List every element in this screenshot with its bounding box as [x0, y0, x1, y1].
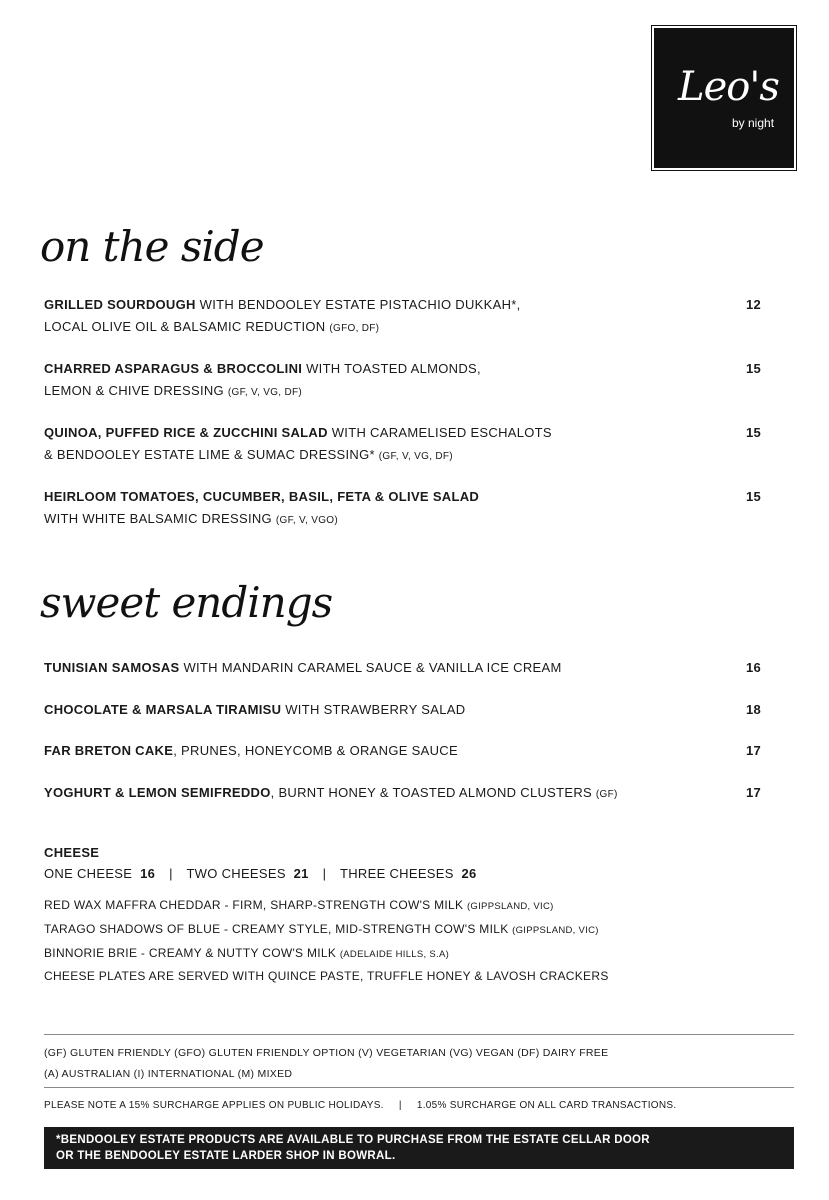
menu-item [44, 358, 796, 404]
cheese-note: CHEESE PLATES ARE SERVED WITH QUINCE PASTE, TRUFFLE HONEY & LAVOSH CRACKERS [44, 969, 609, 983]
section-title-sides: on the side [40, 222, 264, 271]
menu-item [44, 782, 796, 806]
cheese-origin: (GIPPSLAND, VIC) [466, 901, 554, 912]
separator: | [398, 1100, 402, 1111]
separator: | [322, 866, 327, 881]
cheese-option-label: THREE CHEESES [340, 866, 454, 881]
banner-line: *BENDOOLEY ESTATE PRODUCTS ARE AVAILABLE TO PURCHASE FROM THE ESTATE CELLAR DOOR [56, 1134, 650, 1146]
section-title-sweets: sweet endings [40, 578, 333, 627]
item-description: WITH STRAWBERRY SALAD [281, 702, 466, 717]
item-price: 15 [745, 425, 761, 440]
menu-item [44, 486, 796, 532]
dietary-tag: (GF, V, VG, DF) [378, 451, 453, 462]
cheese-option-price: 26 [461, 866, 477, 881]
cheese-origin: (ADELAIDE HILLS, S.A) [339, 949, 450, 960]
item-name: FAR BRETON CAKE [44, 743, 174, 758]
item-name: CHOCOLATE & MARSALA TIRAMISU [44, 702, 282, 717]
surcharge-note [44, 1100, 676, 1111]
cheese-options [44, 866, 477, 881]
item-name: HEIRLOOM TOMATOES, CUCUMBER, BASIL, FETA & OLIVE SALAD [44, 489, 480, 504]
item-description: WITH BENDOOLEY ESTATE PISTACHIO DUKKAH*, [195, 297, 521, 312]
item-price: 15 [745, 489, 761, 504]
card-surcharge: 1.05% SURCHARGE ON ALL CARD TRANSACTIONS. [416, 1100, 677, 1111]
item-price: 17 [745, 743, 761, 758]
item-description: WITH CARAMELISED ESCHALOTS [327, 425, 552, 440]
cheese-varieties [44, 894, 599, 966]
menu-item [44, 422, 796, 468]
item-description: LEMON & CHIVE DRESSING [44, 383, 228, 398]
item-price: 17 [745, 785, 761, 800]
cheese-variety-text: TARAGO SHADOWS OF BLUE - CREAMY STYLE, MID-STRENGTH COW'S MILK [44, 922, 513, 936]
item-description: LOCAL OLIVE OIL & BALSAMIC REDUCTION [44, 319, 330, 334]
dietary-tag: (GF, V, VG, DF) [227, 387, 303, 398]
divider [44, 1034, 794, 1035]
item-description: WITH TOASTED ALMONDS, [302, 361, 481, 376]
divider [44, 1087, 794, 1088]
legend-line: (GF) GLUTEN FRIENDLY (GFO) GLUTEN FRIENDLY OPTION (V) VEGETARIAN (VG) VEGAN (DF) DAIRY FREE [44, 1047, 609, 1059]
menu-item [44, 699, 796, 721]
item-description: & BENDOOLEY ESTATE LIME & SUMAC DRESSING* [44, 447, 379, 462]
holiday-surcharge: PLEASE NOTE A 15% SURCHARGE APPLIES ON PUBLIC HOLIDAYS. [44, 1100, 384, 1111]
cheese-option-label: ONE CHEESE [44, 866, 133, 881]
item-price: 15 [745, 361, 761, 376]
item-description: , BURNT HONEY & TOASTED ALMOND CLUSTERS [270, 785, 596, 800]
item-name: GRILLED SOURDOUGH [44, 297, 196, 312]
cheese-option-label: TWO CHEESES [186, 866, 286, 881]
menu-item [44, 740, 796, 762]
item-price: 16 [745, 660, 761, 675]
dietary-legend [44, 1043, 608, 1085]
bendooley-banner [44, 1127, 794, 1169]
cheese-option-price: 21 [293, 866, 309, 881]
item-name: YOGHURT & LEMON SEMIFREDDO [44, 785, 271, 800]
logo-subtitle: by night [732, 116, 775, 130]
cheese-option-price: 16 [140, 866, 156, 881]
cheese-variety [44, 894, 599, 918]
item-name: QUINOA, PUFFED RICE & ZUCCHINI SALAD [44, 425, 328, 440]
item-description: WITH MANDARIN CARAMEL SAUCE & VANILLA ICE CREAM [179, 660, 562, 675]
dietary-tag: (GF) [595, 789, 618, 800]
menu-item [44, 294, 796, 340]
cheese-variety-text: RED WAX MAFFRA CHEDDAR - FIRM, SHARP-STRENGTH COW'S MILK [44, 898, 467, 912]
item-description: WITH WHITE BALSAMIC DRESSING [44, 511, 276, 526]
separator: | [169, 866, 173, 881]
cheese-origin: (GIPPSLAND, VIC) [512, 925, 599, 936]
logo [654, 28, 794, 168]
cheese-heading: CHEESE [44, 845, 100, 860]
dietary-tag: (GFO, DF) [329, 323, 380, 334]
item-price: 12 [745, 297, 761, 312]
cheese-variety-text: BINNORIE BRIE - CREAMY & NUTTY COW'S MILK [44, 946, 340, 960]
item-price: 18 [745, 702, 761, 717]
item-name: CHARRED ASPARAGUS & BROCCOLINI [44, 361, 303, 376]
dietary-tag: (GF, V, VGO) [275, 515, 339, 526]
item-name: TUNISIAN SAMOSAS [44, 660, 180, 675]
menu-item [44, 657, 796, 679]
legend-line: (A) AUSTRALIAN (I) INTERNATIONAL (M) MIXED [44, 1068, 293, 1080]
logo-script: Leo's [678, 64, 779, 110]
item-description: , PRUNES, HONEYCOMB & ORANGE SAUCE [173, 743, 458, 758]
cheese-variety [44, 918, 599, 942]
cheese-variety [44, 942, 599, 966]
banner-line: OR THE BENDOOLEY ESTATE LARDER SHOP IN BOWRAL. [56, 1150, 396, 1162]
